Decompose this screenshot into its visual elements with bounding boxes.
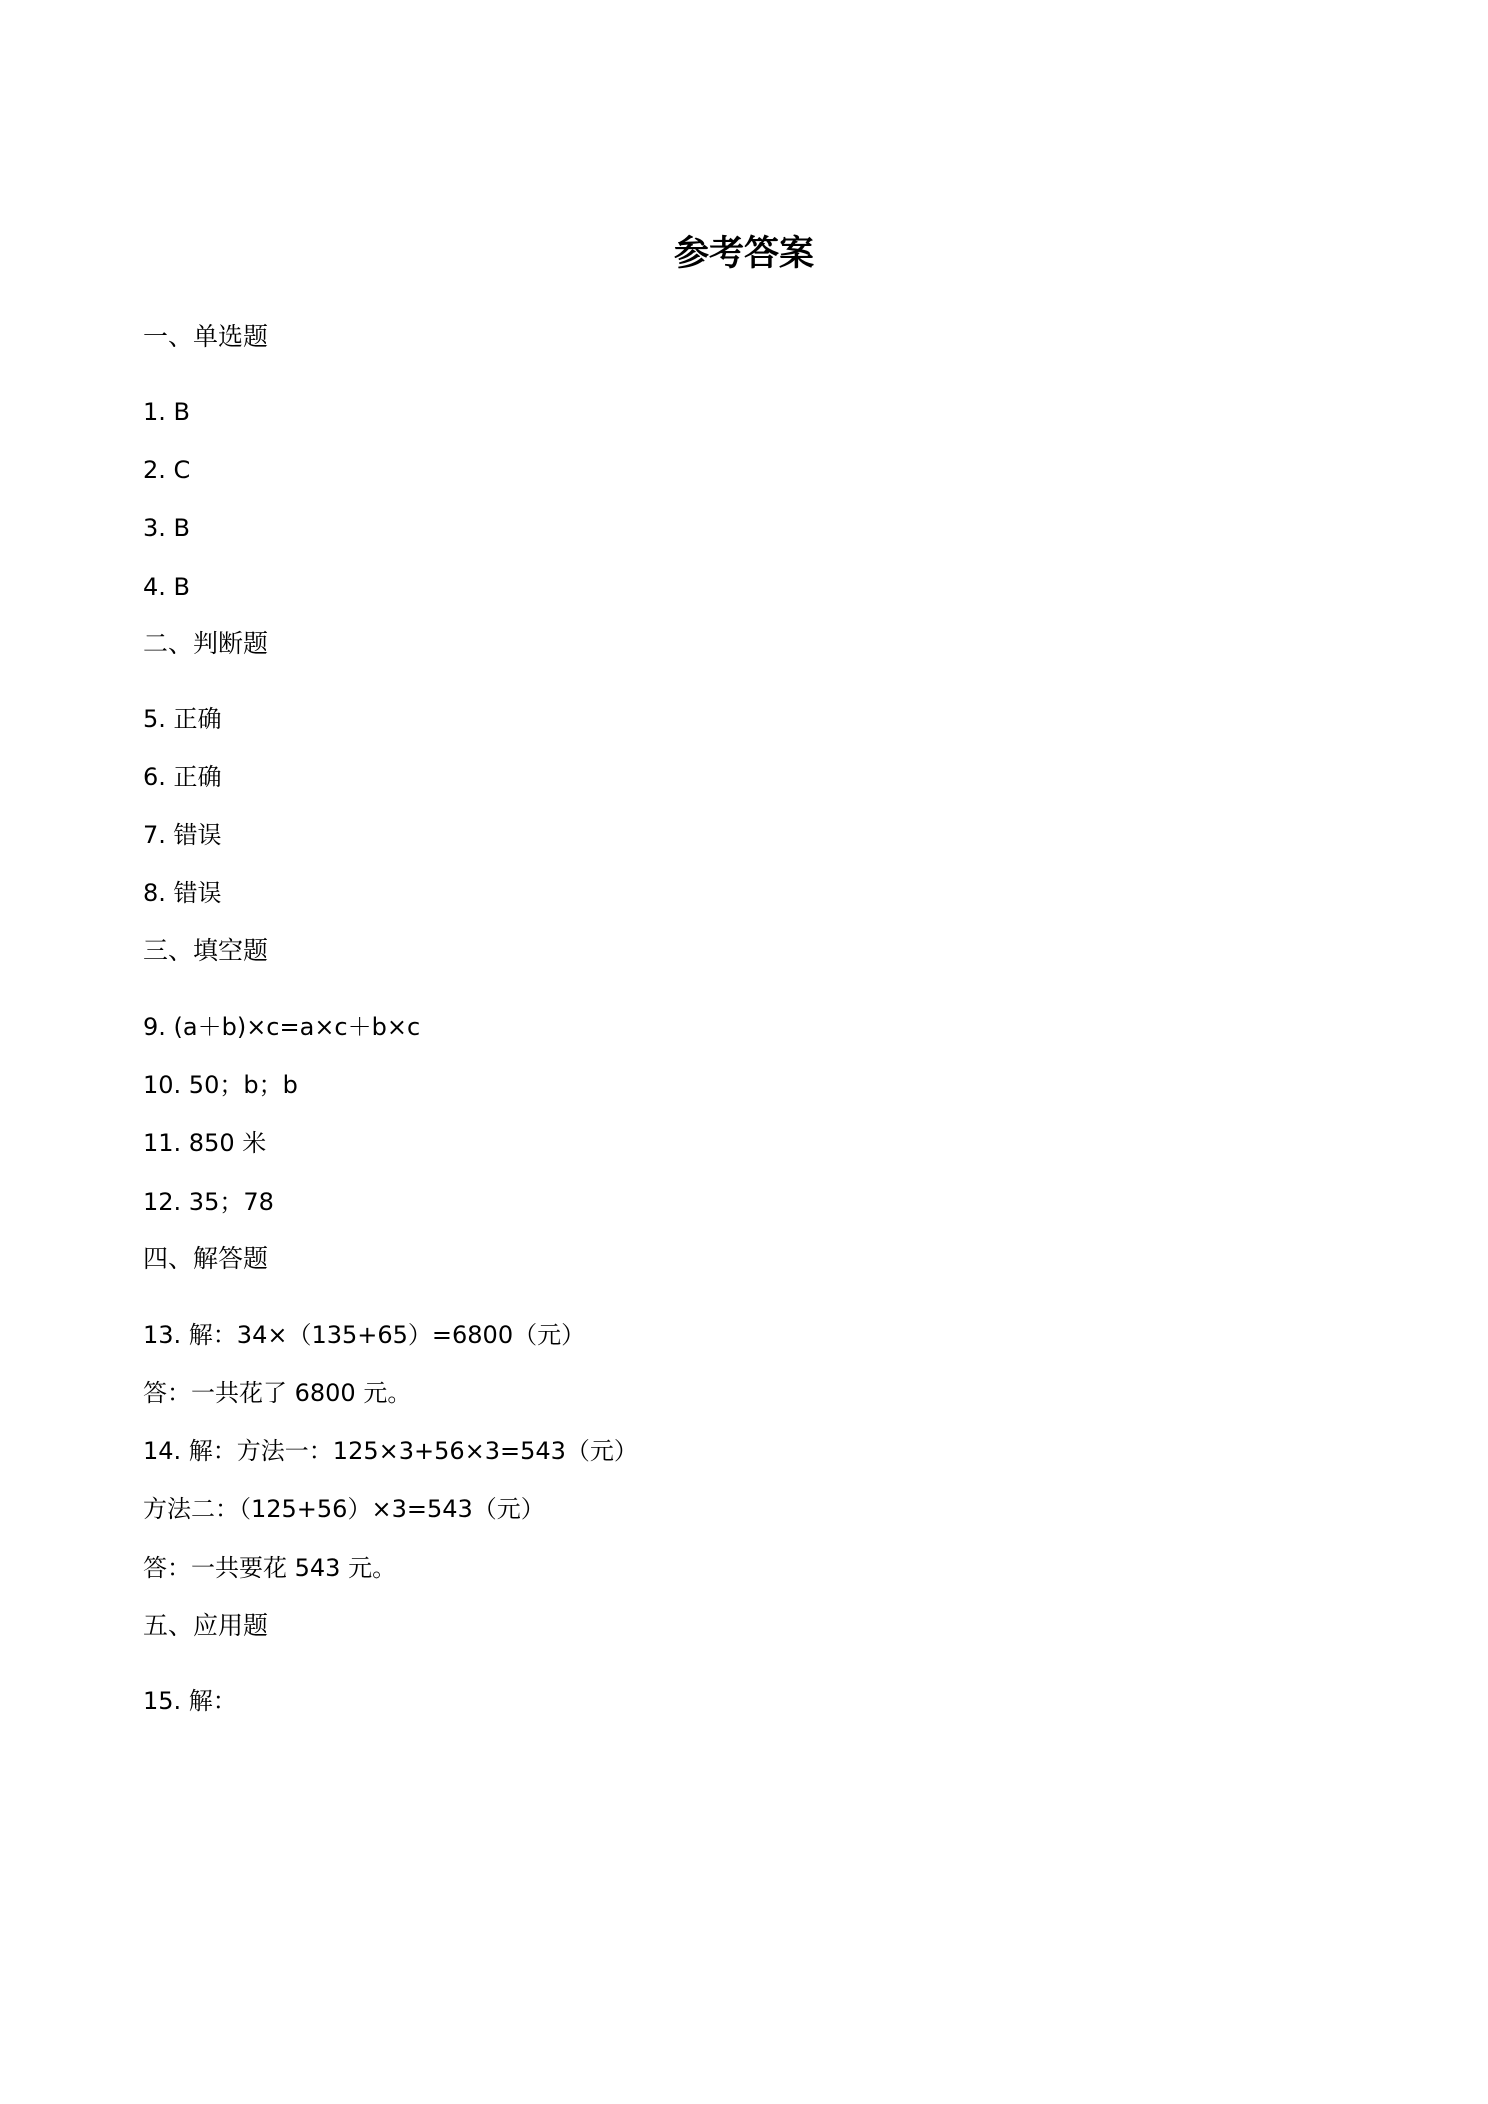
answer-item: 10. 50；b；b [143, 1071, 298, 1099]
answer-item: 4. B [143, 573, 190, 601]
answer-item: 8. 错误 [143, 879, 222, 907]
answer-item: 2. C [143, 456, 191, 484]
section-heading-problems: 四、解答题 [143, 1244, 269, 1273]
answer-item: 12. 35；78 [143, 1188, 274, 1216]
answer-item: 5. 正确 [143, 705, 222, 733]
section-heading-fill-blank: 三、填空题 [143, 936, 269, 965]
answer-item: 方法二：（125+56）×3=543（元） [143, 1495, 545, 1523]
answer-item: 7. 错误 [143, 821, 222, 849]
section-heading-application: 五、应用题 [143, 1611, 269, 1640]
answer-item: 11. 850 米 [143, 1129, 267, 1157]
answer-item: 1. B [143, 398, 190, 426]
section-heading-single-choice: 一、单选题 [143, 322, 269, 351]
answer-item: 3. B [143, 514, 190, 542]
answer-item: 6. 正确 [143, 763, 222, 791]
answer-item: 14. 解：方法一：125×3+56×3=543（元） [143, 1437, 638, 1465]
section-heading-true-false: 二、判断题 [143, 629, 269, 658]
answer-item: 13. 解：34×（135+65）=6800（元） [143, 1321, 586, 1349]
answer-item: 答：一共花了 6800 元。 [143, 1379, 412, 1407]
answer-item: 15. 解： [143, 1687, 237, 1715]
answer-item: 9. (a＋b)×c=a×c＋b×c [143, 1013, 421, 1041]
answer-item: 答：一共要花 543 元。 [143, 1554, 397, 1582]
page-title: 参考答案 [673, 234, 814, 274]
